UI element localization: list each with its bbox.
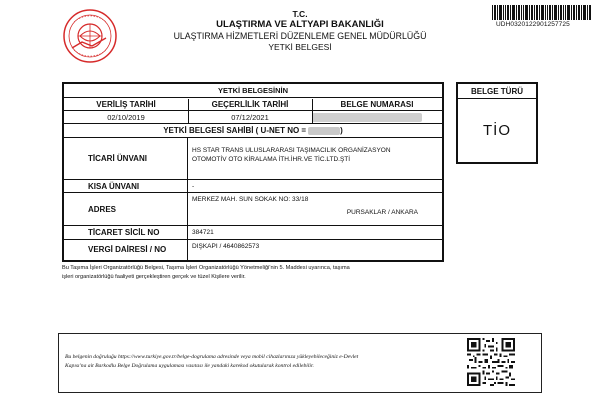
- tax-office-label: VERGİ DAİRESİ / NO: [64, 240, 188, 260]
- trade-name-line-2: OTOMOTİV OTO KİRALAMA İTH.İHR.VE TİC.LTD.ŞTİ: [192, 156, 351, 163]
- header-ministry: ULAŞTIRMA VE ALTYAPI BAKANLIĞI: [216, 19, 384, 30]
- verification-line-1: Bu belgenin doğruluğu https://www.turkiye.gov.tr/belge-dogrulama adresinde veya mobil cihazlarınıza yükleyebileceğiniz e-Devlet: [65, 354, 359, 360]
- barcode-number: UDH0320122901257725: [496, 21, 570, 28]
- verification-line-2: Kapısı'na ait Barkodlu Belge Doğrulama uygulaması vasıtası ile yandaki karekod okutularak kontrol edilebilir.: [65, 363, 314, 369]
- redacted-unet-number: [308, 127, 340, 135]
- header-country: T.C.: [292, 9, 308, 19]
- owner-heading-label: YETKİ BELGESİ SAHİBİ ( U-NET NO =: [163, 126, 307, 135]
- column-divider: [188, 99, 189, 124]
- legal-notice: [62, 264, 452, 282]
- column-divider: [312, 99, 313, 124]
- short-name-label: KISA ÜNVANI: [64, 180, 188, 193]
- document-type-value: TİO: [483, 122, 511, 139]
- trade-name-value: [188, 138, 442, 180]
- trade-name-label: TİCARİ ÜNVANI: [64, 138, 188, 180]
- address-line-2: PURSAKLAR / ANKARA: [346, 209, 418, 216]
- redacted-document-number: [312, 113, 422, 122]
- document-type-box: [456, 82, 538, 164]
- issue-date-value: 02/10/2019: [64, 111, 188, 124]
- header-directorate: ULAŞTIRMA HİZMETLERİ DÜZENLEME GENEL MÜDÜRLÜĞÜ: [173, 31, 427, 41]
- barcode-icon: [492, 5, 592, 20]
- trade-registry-label: TİCARET SİCİL NO: [64, 226, 188, 240]
- legal-notice-line-2: işleri organizatörlüğü faaliyeti gerçekleştiren gerçek ve tüzel Kişilere verilir.: [62, 274, 246, 280]
- address-line-1: MERKEZ MAH. SUN SOKAK NO: 33/18: [192, 196, 309, 203]
- owner-heading: [64, 124, 442, 138]
- ministry-seal-icon: [62, 8, 118, 64]
- address-value: [188, 193, 442, 226]
- tax-office-value: DIŞKAPI / 4640862573: [192, 243, 260, 250]
- trade-registry-value: 384721: [188, 226, 442, 240]
- header-document-title: YETKİ BELGESİ: [268, 42, 332, 52]
- document-type-label: BELGE TÜRÜ: [458, 84, 536, 99]
- owner-heading-close: ): [340, 126, 343, 135]
- document-number-label: BELGE NUMARASI: [312, 99, 442, 111]
- validity-date-label: GEÇERLİLİK TARİHİ: [188, 99, 312, 111]
- certificate-box: [62, 82, 444, 262]
- issue-date-label: VERİLİŞ TARİHİ: [64, 99, 188, 111]
- address-label: ADRES: [64, 193, 188, 226]
- verification-footer: [58, 333, 542, 393]
- verification-text: [65, 353, 455, 371]
- legal-notice-line-1: Bu Taşıma İşleri Organizatörlüğü Belgesi, Taşıma İşleri Organizatörlüğü Yönetmeliği'nin 5. Maddesi uyarınca, taşıma: [62, 265, 350, 271]
- certificate-title: YETKİ BELGESİNİN: [64, 84, 442, 98]
- trade-name-line-1: HS STAR TRANS ULUSLARARASI TAŞIMACILIK ORGANİZASYON: [192, 147, 391, 154]
- short-name-value: -: [188, 180, 442, 193]
- validity-date-value: 07/12/2021: [188, 111, 312, 124]
- qr-code-icon[interactable]: [467, 338, 515, 386]
